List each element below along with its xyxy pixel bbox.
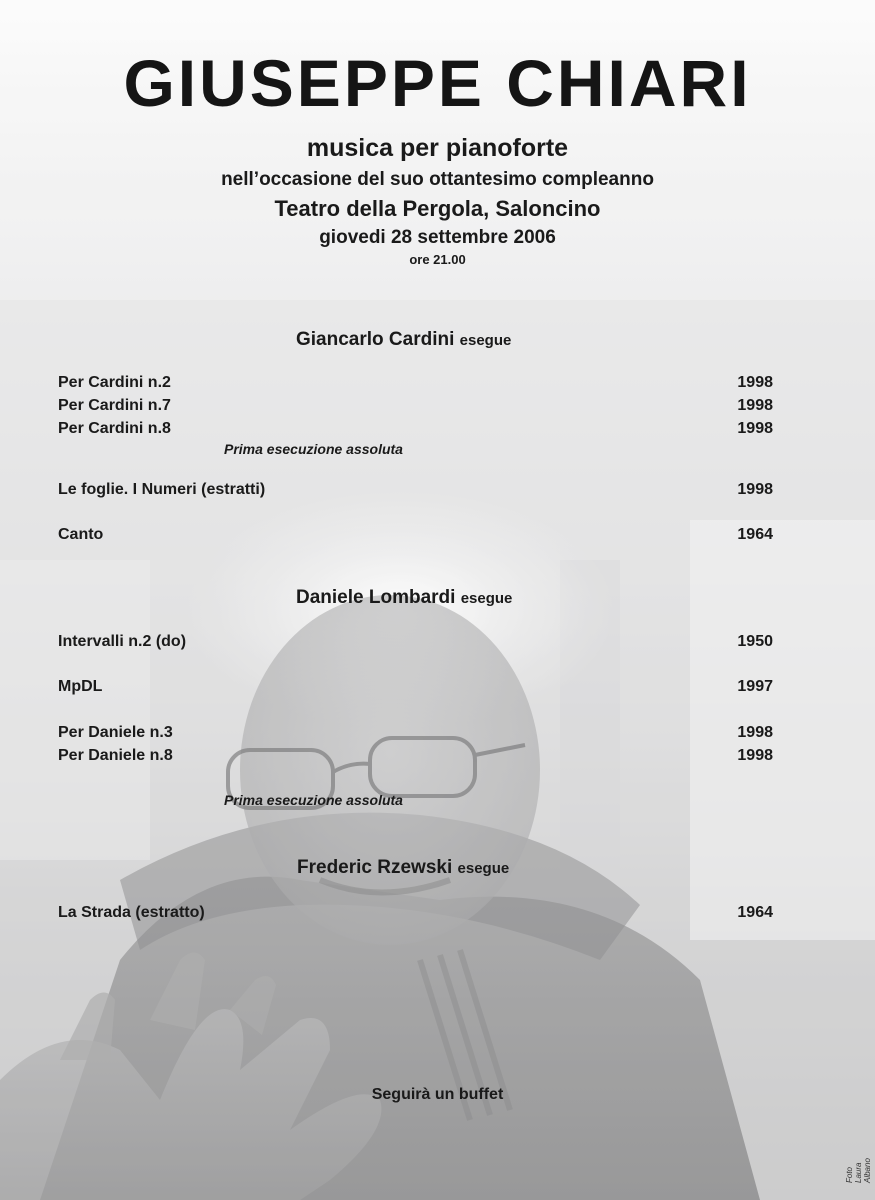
composer-name-heading: GIUSEPPE CHIARI — [123, 46, 752, 120]
work-title: MpDL — [58, 678, 103, 695]
work-year: 1998 — [737, 374, 773, 391]
work-year: 1998 — [737, 747, 773, 764]
work-year: 1998 — [737, 724, 773, 741]
work-year: 1997 — [737, 678, 773, 695]
event-subtitle: musica per pianoforte — [306, 134, 569, 162]
occasion-text: nell’occasione del suo ottantesimo compleanno — [221, 169, 654, 190]
event-time: ore 21.00 — [409, 252, 466, 267]
performer-heading-lombardi — [296, 587, 512, 610]
work-title: Intervalli n.2 (do) — [58, 633, 187, 650]
venue-text: Teatro della Pergola, Saloncino — [274, 196, 601, 221]
performer-verb: esegue — [457, 860, 510, 877]
work-title: Per Cardini n.7 — [58, 397, 171, 414]
event-date: giovedi 28 settembre 2006 — [319, 227, 556, 248]
work-year: 1998 — [737, 397, 773, 414]
buffet-note: Seguirà un buffet — [371, 1086, 504, 1103]
performer-heading-cardini — [296, 329, 511, 352]
performer-name: Daniele Lombardi — [296, 587, 456, 608]
work-year: 1950 — [737, 633, 773, 650]
performer-verb: esegue — [460, 590, 513, 607]
premiere-note: Prima esecuzione assoluta — [224, 441, 403, 457]
work-title: Per Daniele n.3 — [58, 724, 173, 741]
performer-verb: esegue — [459, 332, 512, 349]
work-year: 1998 — [737, 481, 773, 498]
performer-name: Giancarlo Cardini — [296, 329, 455, 350]
photo-credit: Foto Laura Albano — [845, 1158, 872, 1183]
work-title: Per Cardini n.8 — [58, 420, 171, 437]
work-title: La Strada (estratto) — [58, 904, 205, 921]
work-title: Per Cardini n.2 — [58, 374, 171, 391]
performer-name: Frederic Rzewski — [297, 857, 453, 878]
performer-heading-rzewski — [297, 857, 509, 880]
work-title: Canto — [58, 526, 104, 543]
premiere-note: Prima esecuzione assoluta — [224, 792, 403, 808]
work-title: Le foglie. I Numeri (estratti) — [58, 481, 266, 498]
work-title: Per Daniele n.8 — [58, 747, 173, 764]
work-year: 1964 — [737, 526, 773, 543]
work-year: 1998 — [737, 420, 773, 437]
work-year: 1964 — [737, 904, 773, 921]
